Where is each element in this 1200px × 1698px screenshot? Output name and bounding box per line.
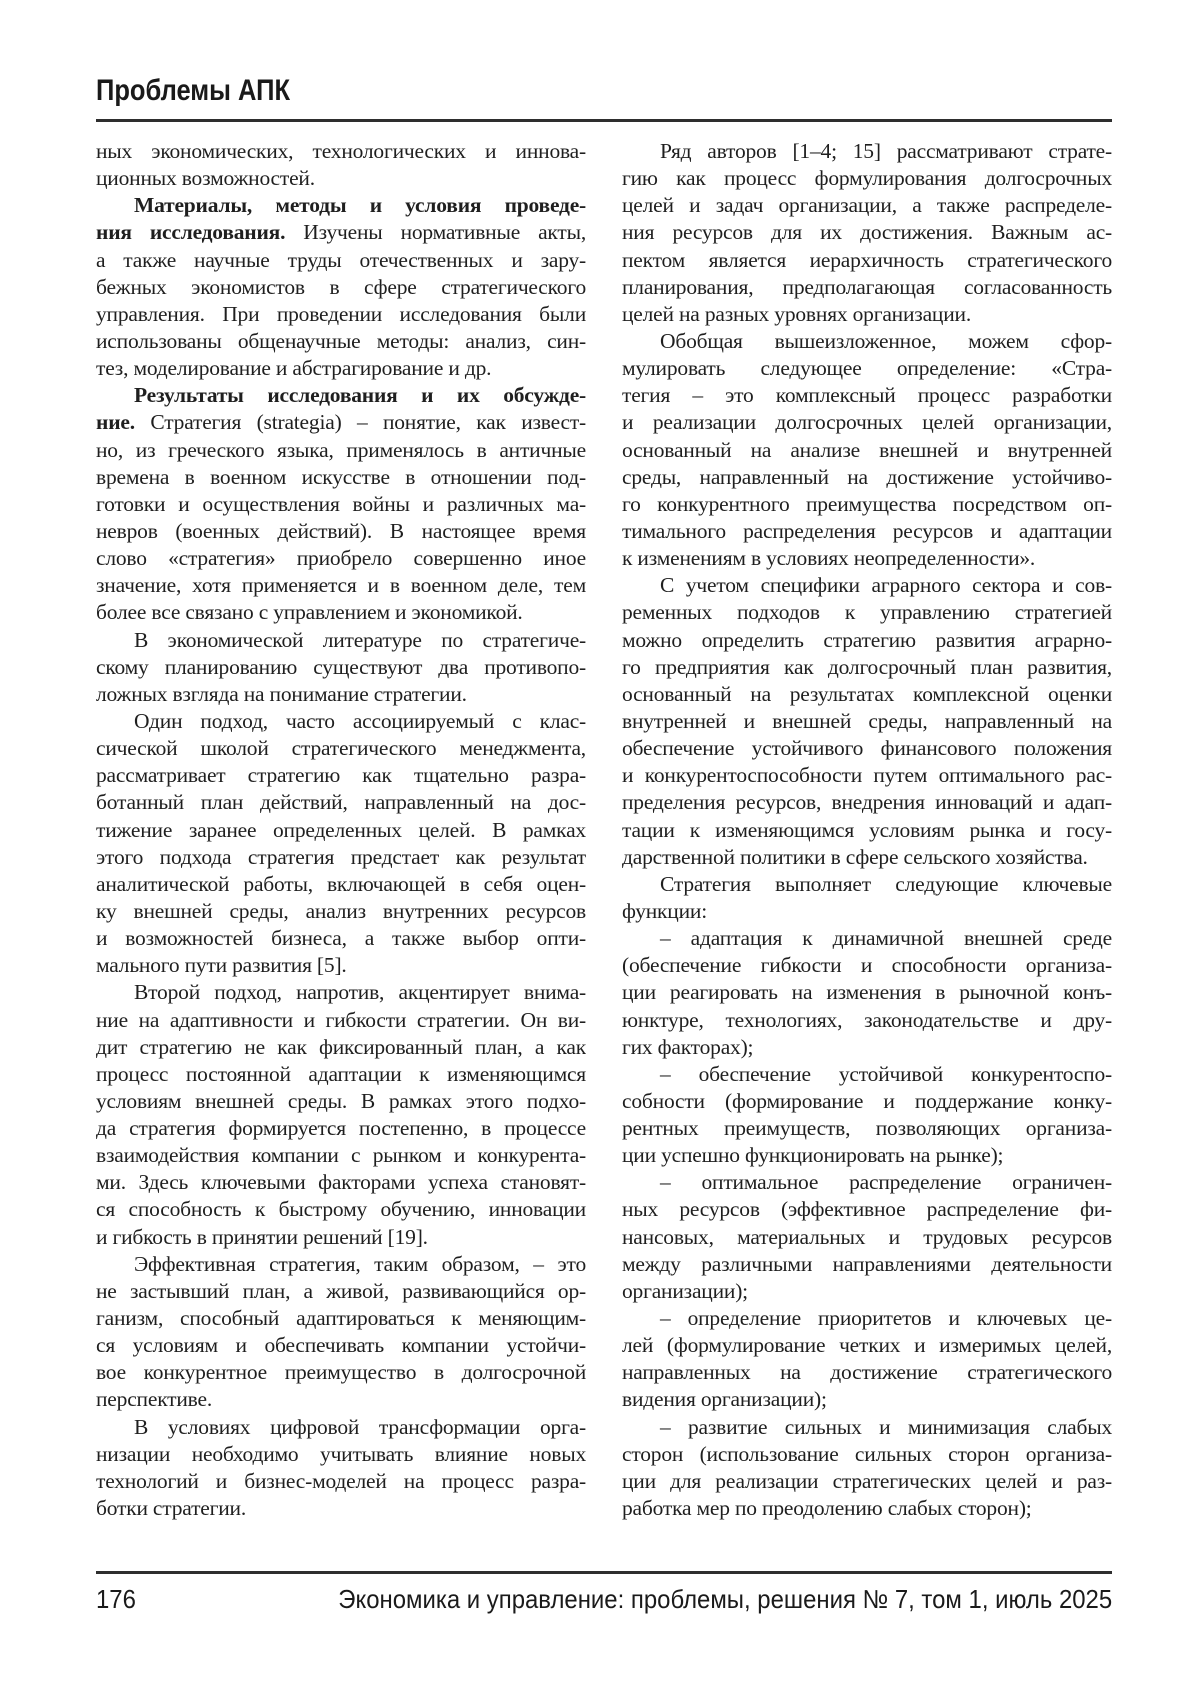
text-run: рассматривает стратегию как тщательно разра- xyxy=(96,763,586,788)
text-run: Ряд авторов [1–4; 15] рассматривают страте- xyxy=(660,139,1112,163)
text-run: Эффективная стратегия, таким образом, – это xyxy=(134,1251,586,1276)
text-run: гих факторах); xyxy=(622,1034,754,1059)
text-line xyxy=(622,464,1112,491)
text-line xyxy=(96,735,586,762)
text-run: ми. Здесь ключевыми факторами успеха становят- xyxy=(96,1170,586,1195)
text-run: ции для реализации стратегических целей и раз- xyxy=(622,1468,1112,1493)
text-run: мулировать следующее определение: «Стра- xyxy=(622,356,1112,381)
right-column xyxy=(622,138,1112,1522)
text-line xyxy=(622,355,1112,382)
text-run: юнктуре, технологиях, законодательстве и дру- xyxy=(622,1007,1112,1032)
text-line xyxy=(96,1386,586,1413)
text-run: ние на адаптивности и гибкости стратегии. Он ви- xyxy=(96,1007,586,1032)
text-line xyxy=(96,138,586,165)
text-run: ботанный план действий, направленный на дос- xyxy=(96,790,586,815)
section-title: Проблемы АПК xyxy=(96,74,291,107)
text-run: ложных взгляда на понимание стратегии. xyxy=(96,681,467,706)
text-line xyxy=(622,1034,1112,1061)
text-run: целей и задач организации, а также распределе- xyxy=(622,193,1112,218)
text-line xyxy=(622,192,1112,219)
text-line xyxy=(622,572,1112,599)
header-rule xyxy=(96,119,1112,122)
text-run: ных ресурсов (эффективное распределение фи- xyxy=(622,1197,1112,1222)
text-line xyxy=(622,1169,1112,1196)
text-line xyxy=(622,1251,1112,1278)
text-run: управления. При проведении исследования были xyxy=(96,301,586,326)
text-line xyxy=(96,952,586,979)
text-run: тации к изменяющимся условиям рынка и госу- xyxy=(622,817,1112,842)
text-run: тегия – это комплексный процесс разработки xyxy=(622,383,1112,408)
text-line xyxy=(96,491,586,518)
journal-title: Экономика и управление: проблемы, решения № 7, том 1, июль 2025 xyxy=(338,1584,1112,1614)
text-run: скому планированию существуют два противопо- xyxy=(96,654,586,679)
bold-text-run: Результаты исследования и их обсужде- xyxy=(134,383,586,408)
text-run: видения организации); xyxy=(622,1387,827,1412)
text-line xyxy=(96,708,586,735)
bold-text-run: ние. xyxy=(96,410,135,435)
text-line xyxy=(96,464,586,491)
text-run: В экономической литературе по стратегиче- xyxy=(134,627,586,652)
text-run: организации); xyxy=(622,1278,748,1303)
text-run: Обобщая вышеизложенное, можем сфор- xyxy=(660,328,1112,353)
text-line xyxy=(622,545,1112,572)
text-line xyxy=(622,1441,1112,1468)
text-run: да стратегия формируется постепенно, в процессе xyxy=(96,1116,586,1141)
text-run: ции успешно функционировать на рынке); xyxy=(622,1143,1004,1168)
text-line xyxy=(622,627,1112,654)
text-line xyxy=(96,1115,586,1142)
text-line xyxy=(622,817,1112,844)
text-line xyxy=(96,1414,586,1441)
text-run: использованы общенаучные методы: анализ, син- xyxy=(96,328,586,353)
text-run: – определение приоритетов и ключевых це- xyxy=(660,1306,1112,1331)
text-run: Стратегия (strategia) – понятие, как извест- xyxy=(134,410,586,435)
text-run: времена в военном искусстве в отношении под- xyxy=(96,464,586,489)
text-line xyxy=(96,437,586,464)
text-run: среды, направленный на достижение устойчиво- xyxy=(622,464,1112,489)
text-run: ку внешней среды, анализ внутренних ресурсов xyxy=(96,898,586,923)
text-run: лей (формулирование четких и измеримых целей, xyxy=(622,1333,1112,1358)
text-line xyxy=(96,599,586,626)
text-run: работка мер по преодолению слабых сторон); xyxy=(622,1496,1032,1521)
text-line xyxy=(96,192,586,219)
text-line xyxy=(622,952,1112,979)
text-line xyxy=(622,219,1112,246)
text-line xyxy=(96,1441,586,1468)
text-line xyxy=(96,1169,586,1196)
text-run: процесс постоянной адаптации к изменяющимся xyxy=(96,1061,586,1086)
text-line xyxy=(622,1196,1112,1223)
text-run: технологий и бизнес-моделей на процесс разра- xyxy=(96,1468,586,1493)
text-run: го конкурентного преимущества посредством оп- xyxy=(622,491,1112,516)
text-line xyxy=(622,789,1112,816)
text-run: собности (формирование и поддержание конку- xyxy=(622,1088,1112,1113)
text-run: тез, моделирование и абстрагирование и др. xyxy=(96,356,492,381)
text-run: планирования, предполагающая согласованность xyxy=(622,274,1112,299)
text-run: пектом является иерархичность стратегического xyxy=(622,247,1112,272)
text-run: ся способность к быстрому обучению, инновации xyxy=(96,1197,586,1222)
text-run: обеспечение устойчивого финансового положения xyxy=(622,736,1112,761)
text-line xyxy=(622,1088,1112,1115)
text-run: ционных возможностей. xyxy=(96,166,315,191)
text-run: более все связано с управлением и экономикой. xyxy=(96,600,523,625)
text-line xyxy=(96,654,586,681)
text-line xyxy=(96,518,586,545)
text-run: аналитической работы, включающей в себя оцен- xyxy=(96,871,586,896)
text-line xyxy=(622,844,1112,871)
text-line xyxy=(622,979,1112,1006)
text-line xyxy=(96,382,586,409)
text-run: сторон (использование сильных сторон организа- xyxy=(622,1441,1112,1466)
text-line xyxy=(622,1224,1112,1251)
text-line xyxy=(96,898,586,925)
text-run: не застывший план, а живой, развивающийся ор- xyxy=(96,1278,586,1303)
text-run: тимального распределения ресурсов и адаптации xyxy=(622,518,1112,543)
text-run: дарственной политики в сфере сельского хозяйства. xyxy=(622,844,1088,869)
text-line xyxy=(96,1196,586,1223)
text-line xyxy=(622,518,1112,545)
text-run: и конкурентоспособности путем оптимального рас- xyxy=(622,763,1112,788)
text-run: гию как процесс формулирования долгосрочных xyxy=(622,166,1112,191)
text-run: низации необходимо учитывать влияние новых xyxy=(96,1441,586,1466)
text-line xyxy=(96,1034,586,1061)
text-line xyxy=(622,491,1112,518)
text-line xyxy=(622,274,1112,301)
text-line xyxy=(96,627,586,654)
text-run: – адаптация к динамичной внешней среде xyxy=(660,926,1112,951)
text-line xyxy=(96,1278,586,1305)
text-run: а также научные труды отечественных и зару- xyxy=(96,247,586,272)
text-line xyxy=(622,762,1112,789)
text-line xyxy=(622,681,1112,708)
text-run: слово «стратегия» приобрело совершенно иное xyxy=(96,546,586,571)
text-run: В условиях цифровой трансформации орга- xyxy=(134,1414,586,1439)
text-run: сической школой стратегического менеджмента, xyxy=(96,736,586,761)
text-run: ции реагировать на изменения в рыночной конъ- xyxy=(622,980,1112,1005)
text-run: Один подход, часто ассоциируемый с клас- xyxy=(134,708,586,733)
text-line xyxy=(96,301,586,328)
text-run: условиям внешней среды. В рамках этого подхо- xyxy=(96,1088,586,1113)
text-line xyxy=(96,1007,586,1034)
text-line xyxy=(96,789,586,816)
text-line xyxy=(622,1359,1112,1386)
text-line xyxy=(622,1061,1112,1088)
text-line xyxy=(96,219,586,246)
text-line xyxy=(622,708,1112,735)
text-run: го предприятия как долгосрочный план развития, xyxy=(622,654,1112,679)
bold-text-run: ния исследования. xyxy=(96,220,286,245)
text-line xyxy=(96,165,586,192)
text-line xyxy=(96,545,586,572)
text-line xyxy=(622,871,1112,898)
text-line xyxy=(622,735,1112,762)
text-run: нансовых, материальных и трудовых ресурсов xyxy=(622,1224,1112,1249)
article-body xyxy=(96,138,1112,1522)
text-run: дит стратегию не как фиксированный план, а как xyxy=(96,1034,586,1059)
text-run: можно определить стратегию развития аграрно- xyxy=(622,627,1112,652)
text-line xyxy=(96,247,586,274)
text-line xyxy=(96,1332,586,1359)
text-run: – оптимальное распределение ограничен- xyxy=(660,1170,1112,1195)
text-line xyxy=(622,1278,1112,1305)
text-line xyxy=(96,1359,586,1386)
text-run: – развитие сильных и минимизация слабых xyxy=(660,1414,1112,1439)
text-line xyxy=(622,409,1112,436)
text-run: Второй подход, напротив, акцентирует внима- xyxy=(134,980,586,1005)
text-run: бежных экономистов в сфере стратегического xyxy=(96,274,586,299)
text-line xyxy=(96,762,586,789)
text-line xyxy=(96,1495,586,1522)
text-run: мального пути развития [5]. xyxy=(96,953,347,978)
page-footer xyxy=(96,1584,1112,1615)
text-line xyxy=(622,1007,1112,1034)
left-column xyxy=(96,138,586,1522)
text-line xyxy=(96,274,586,301)
text-run: ся условиям и обеспечивать компании устойчи- xyxy=(96,1333,586,1358)
text-run: перспективе. xyxy=(96,1387,212,1412)
text-run: и возможностей бизнеса, а также выбор опти- xyxy=(96,926,586,951)
text-run: ных экономических, технологических и иннова- xyxy=(96,139,586,163)
text-line xyxy=(622,898,1112,925)
text-line xyxy=(622,247,1112,274)
text-run: между различными направлениями деятельности xyxy=(622,1251,1112,1276)
text-line xyxy=(622,328,1112,355)
text-run: внутренней и внешней среды, направленный на xyxy=(622,708,1112,733)
text-run: но, из греческого языка, применялось в античные xyxy=(96,437,586,462)
text-line xyxy=(622,301,1112,328)
text-line xyxy=(96,355,586,382)
text-run: вое конкурентное преимущество в долгосрочной xyxy=(96,1360,586,1385)
text-line xyxy=(96,681,586,708)
text-line xyxy=(622,382,1112,409)
text-run: Стратегия выполняет следующие ключевые xyxy=(660,871,1112,896)
page-number: 176 xyxy=(96,1584,136,1614)
text-line xyxy=(622,165,1112,192)
text-line xyxy=(96,1305,586,1332)
text-line xyxy=(622,1495,1112,1522)
text-line xyxy=(96,1142,586,1169)
text-line xyxy=(622,1468,1112,1495)
text-line xyxy=(622,1332,1112,1359)
text-run: значение, хотя применяется и в военном деле, тем xyxy=(96,573,586,598)
text-run: и реализации долгосрочных целей организации, xyxy=(622,410,1112,435)
text-line xyxy=(96,1088,586,1115)
footer-rule xyxy=(96,1571,1112,1574)
text-run: к изменениям в условиях неопределенности». xyxy=(622,546,1036,571)
text-line xyxy=(96,925,586,952)
text-line xyxy=(96,572,586,599)
text-run: ременных подходов к управлению стратегией xyxy=(622,600,1112,625)
text-run: и гибкость в принятии решений [19]. xyxy=(96,1224,428,1249)
text-line xyxy=(96,1251,586,1278)
bold-text-run: Материалы, методы и условия проведе- xyxy=(134,193,586,218)
text-line xyxy=(622,1142,1112,1169)
text-run: функции: xyxy=(622,898,707,923)
text-run: тижение заранее определенных целей. В рамках xyxy=(96,817,586,842)
text-line xyxy=(622,437,1112,464)
text-line xyxy=(96,328,586,355)
text-line xyxy=(96,1061,586,1088)
text-line xyxy=(622,599,1112,626)
text-line xyxy=(96,979,586,1006)
text-run: ния ресурсов для их достижения. Важным ас- xyxy=(622,220,1112,245)
text-run: взаимодействия компании с рынком и конкурента- xyxy=(96,1143,586,1168)
text-line xyxy=(622,1386,1112,1413)
text-run: Изучены нормативные акты, xyxy=(285,220,586,245)
text-run: ботки стратегии. xyxy=(96,1496,247,1521)
text-line xyxy=(96,409,586,436)
text-run: (обеспечение гибкости и способности организа- xyxy=(622,953,1112,978)
text-run: ганизм, способный адаптироваться к меняющим- xyxy=(96,1306,586,1331)
text-line xyxy=(96,817,586,844)
text-run: основанный на результатах комплексной оценки xyxy=(622,681,1112,706)
text-line xyxy=(96,1468,586,1495)
text-line xyxy=(622,138,1112,165)
text-run: – обеспечение устойчивой конкурентоспо- xyxy=(660,1061,1112,1086)
text-line xyxy=(622,1305,1112,1332)
text-line xyxy=(96,844,586,871)
text-line xyxy=(96,871,586,898)
text-run: С учетом специфики аграрного сектора и сов- xyxy=(660,573,1112,598)
text-run: рентных преимуществ, позволяющих организа- xyxy=(622,1116,1112,1141)
text-run: пределения ресурсов, внедрения инноваций и адап- xyxy=(622,790,1112,815)
text-run: целей на разных уровнях организации. xyxy=(622,301,972,326)
text-line xyxy=(96,1224,586,1251)
text-line xyxy=(622,925,1112,952)
text-line xyxy=(622,1414,1112,1441)
text-run: основанный на анализе внешней и внутренней xyxy=(622,437,1112,462)
text-run: готовки и осуществления войны и различных ма- xyxy=(96,491,586,516)
text-line xyxy=(622,1115,1112,1142)
text-run: этого подхода стратегия предстает как результат xyxy=(96,844,586,869)
text-run: невров (военных действий). В настоящее время xyxy=(96,518,586,543)
text-run: направленных на достижение стратегического xyxy=(622,1360,1112,1385)
text-line xyxy=(622,654,1112,681)
